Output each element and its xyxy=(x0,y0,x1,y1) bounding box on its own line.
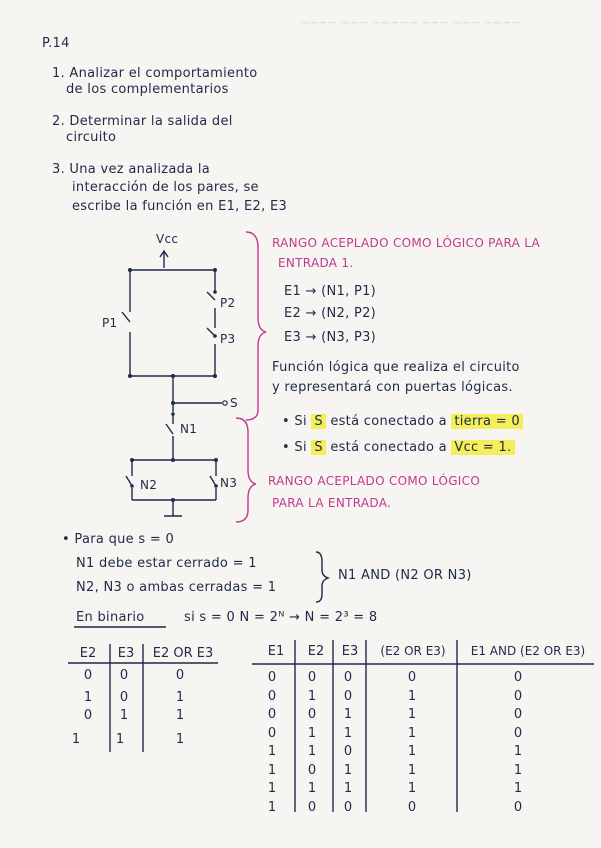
small-header-e2: E2 xyxy=(79,646,97,661)
big-table-cell: 0 xyxy=(267,670,277,685)
big-table-cell: 1 xyxy=(407,781,417,796)
item-3-line3: escribe la función en E1, E2, E3 xyxy=(72,199,288,214)
big-table-cell: 1 xyxy=(307,744,317,759)
big-table-cell: 1 xyxy=(343,725,353,741)
bleed-through-decoration: ~~~~ ~~~ ~~~~~ ~~~ ~~~ ~~~~ xyxy=(300,16,521,29)
bullet-2-s: S xyxy=(311,440,326,455)
big-table-cell: 1 xyxy=(343,781,353,796)
big-header-or: (E2 OR E3) xyxy=(380,644,446,658)
function-note-line1: Función lógica que realiza el circuito xyxy=(272,360,520,375)
small-cell: 0 xyxy=(175,668,185,683)
small-cell: 1 xyxy=(175,708,185,723)
bullet-vcc: • Si S está conectado a Vcc = 1. xyxy=(282,440,515,455)
big-table-cell: 1 xyxy=(267,744,277,759)
condition-result: N1 AND (N2 OR N3) xyxy=(338,568,472,583)
big-header-and: E1 AND (E2 OR E3) xyxy=(470,644,586,658)
item-1-line1: 1. Analizar el comportamiento xyxy=(52,66,258,81)
big-table-cell: 1 xyxy=(267,799,277,815)
small-cell: 0 xyxy=(83,708,93,723)
pair-e2: E2 → (N2, P2) xyxy=(284,306,377,321)
n1-label: N1 xyxy=(180,422,198,436)
big-table-cell: 1 xyxy=(307,688,317,704)
big-table-cell: 1 xyxy=(407,744,417,759)
pink-note-top-line1: RANGO ACEPLADO COMO LÓGICO PARA LA xyxy=(272,236,541,250)
big-header-e3: E3 xyxy=(341,644,359,659)
binary-rest: si s = 0 N = 2ᴺ → N = 2³ = 8 xyxy=(184,610,378,625)
condition-title: • Para que s = 0 xyxy=(62,532,175,547)
page-label: P.14 xyxy=(42,36,70,51)
big-table-cell: 1 xyxy=(407,725,417,741)
big-table-cell: 0 xyxy=(307,707,317,722)
big-table-cell: 0 xyxy=(343,799,353,815)
small-cell: 1 xyxy=(175,732,185,747)
big-table-cell: 1 xyxy=(267,781,277,796)
item-2-line2: circuito xyxy=(66,130,117,145)
big-table-cell: 0 xyxy=(513,707,523,722)
big-table-cell: 1 xyxy=(343,762,353,778)
pair-e1: E1 → (N1, P1) xyxy=(284,284,377,299)
bullet-2-mid: está conectado a xyxy=(330,440,447,455)
vcc-label: Vcc xyxy=(156,232,179,246)
small-cell: 1 xyxy=(71,732,81,747)
p2-label: P2 xyxy=(220,296,236,310)
bullet-1-mid: está conectado a xyxy=(330,414,447,429)
big-table-cell: 1 xyxy=(407,707,417,722)
condition-line1: N1 debe estar cerrado = 1 xyxy=(76,556,257,571)
pink-note-bottom-line2: PARA LA ENTRADA. xyxy=(272,496,392,510)
n2-label: N2 xyxy=(140,478,158,492)
big-table-cell: 0 xyxy=(343,744,353,759)
bullet-tierra: • Si S está conectado a tierra = 0 xyxy=(282,414,523,429)
bullet-2-highlight: Vcc = 1. xyxy=(451,440,514,455)
big-table-cell: 0 xyxy=(343,688,353,704)
big-table-cell: 1 xyxy=(307,725,317,741)
small-cell: 1 xyxy=(175,690,185,705)
big-header-e2: E2 xyxy=(307,644,325,659)
big-table-cell: 1 xyxy=(513,781,523,796)
big-table-cell: 1 xyxy=(407,688,417,704)
binary-label: En binario xyxy=(76,610,145,625)
big-table-cell: 0 xyxy=(267,707,277,722)
n3-label: N3 xyxy=(220,476,238,490)
big-table-cell: 1 xyxy=(267,762,277,778)
big-table-cell: 0 xyxy=(307,799,317,815)
small-cell: 1 xyxy=(115,732,125,747)
pink-note-top-line2: ENTRADA 1. xyxy=(278,256,354,270)
item-1-line2: de los complementarios xyxy=(66,82,229,97)
big-table-cell: 0 xyxy=(307,670,317,685)
big-table-cell: 0 xyxy=(267,688,277,704)
bullet-1-s: S xyxy=(311,414,326,429)
big-table-cell: 0 xyxy=(513,725,523,741)
condition-title-text: Para que s = 0 xyxy=(74,532,175,547)
big-table-cell: 0 xyxy=(407,670,417,685)
big-table-cell: 0 xyxy=(513,670,523,685)
big-table-cell: 0 xyxy=(407,799,417,815)
big-table-cell: 0 xyxy=(513,799,523,815)
big-table-cell: 1 xyxy=(513,744,523,759)
big-table-cell: 0 xyxy=(267,725,277,741)
big-table-cell: 1 xyxy=(343,707,353,722)
pair-e3: E3 → (N3, P3) xyxy=(284,330,377,345)
condition-line2: N2, N3 o ambas cerradas = 1 xyxy=(76,580,277,595)
item-2-line1: 2. Determinar la salida del xyxy=(52,114,233,129)
p3-label: P3 xyxy=(220,332,236,346)
big-table-cell: 1 xyxy=(513,762,523,778)
small-cell: 0 xyxy=(119,668,129,683)
big-table-cell: 0 xyxy=(513,688,523,704)
function-note-line2: y representará con puertas lógicas. xyxy=(272,380,513,395)
bullet-1-highlight: tierra = 0 xyxy=(451,414,523,429)
bullet-2-si: Si xyxy=(294,440,307,455)
small-header-e3: E3 xyxy=(117,646,135,661)
big-header-e1: E1 xyxy=(267,644,285,659)
s-label: S xyxy=(230,396,238,410)
small-cell: 1 xyxy=(119,708,129,723)
small-header-or: E2 OR E3 xyxy=(152,646,214,661)
pink-note-bottom-line1: RANGO ACEPLADO COMO LÓGICO xyxy=(268,474,481,488)
big-table-cell: 0 xyxy=(307,762,317,778)
big-table-cell: 0 xyxy=(343,670,353,685)
item-3-line1: 3. Una vez analizada la xyxy=(52,162,211,177)
small-cell: 0 xyxy=(119,690,129,705)
small-cell: 0 xyxy=(83,668,93,683)
big-table-cell: 1 xyxy=(407,762,417,778)
item-3-line2: interacción de los pares, se xyxy=(72,180,259,195)
bullet-1-si: Si xyxy=(294,414,307,429)
small-cell: 1 xyxy=(83,690,93,705)
p1-label: P1 xyxy=(102,316,118,330)
big-table-cell: 1 xyxy=(307,781,317,796)
